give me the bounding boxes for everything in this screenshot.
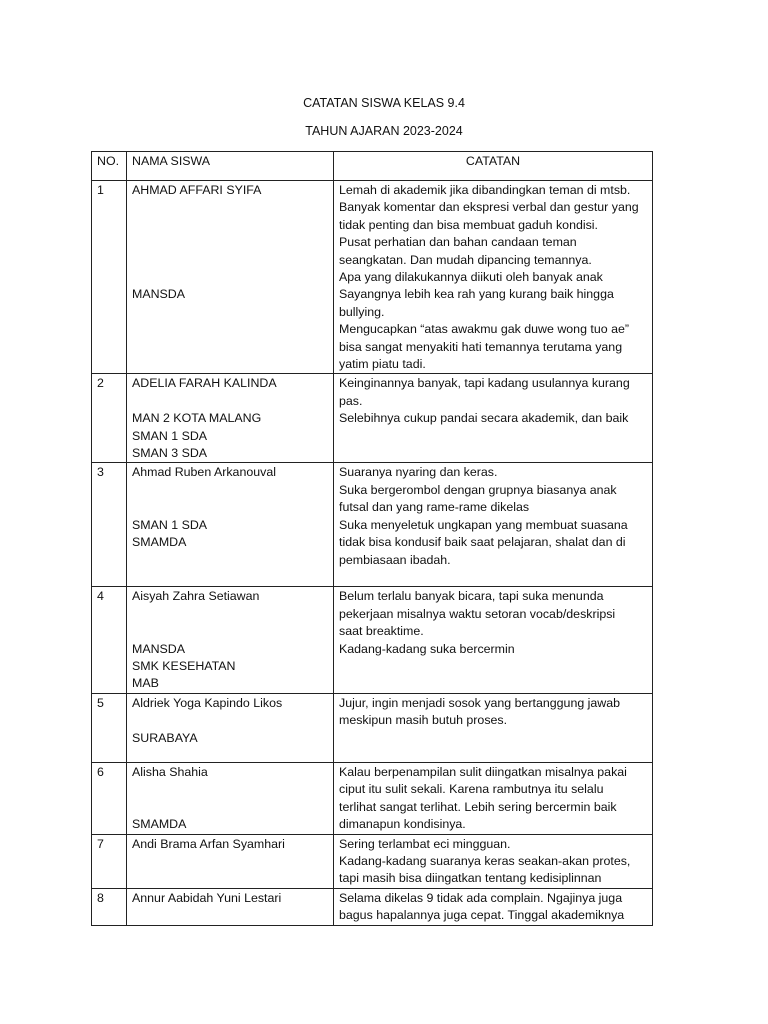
row-number: 4 bbox=[92, 587, 127, 693]
student-school: SMAN 3 SDA bbox=[132, 446, 208, 461]
student-cell bbox=[127, 693, 334, 762]
student-name: Andi Brama Arfan Syamhari bbox=[132, 836, 285, 851]
note-line: terlihat sangat terlihat. Lebih sering bercermin baik bbox=[339, 799, 617, 814]
note-line: seangkatan. Dan mudah dipancing temannya. bbox=[339, 252, 592, 267]
student-name: Ahmad Ruben Arkanouval bbox=[132, 465, 276, 480]
student-cell bbox=[127, 587, 334, 693]
student-name: Aisyah Zahra Setiawan bbox=[132, 589, 260, 604]
student-school: MANSDA bbox=[132, 641, 186, 656]
table-row bbox=[92, 374, 653, 463]
student-school: SMAMDA bbox=[132, 535, 187, 550]
note-line: bisa sangat menyakiti hati temannya terutama yang bbox=[339, 339, 623, 354]
notes-cell bbox=[334, 374, 653, 463]
student-school: MAN 2 KOTA MALANG bbox=[132, 411, 262, 426]
note-line: tapi masih bisa diingatkan tentang kedisiplinnan bbox=[339, 871, 602, 886]
note-line: tidak penting dan bisa membuat gaduh kondisi. bbox=[339, 217, 598, 232]
note-line: Jujur, ingin menjadi sosok yang bertanggung jawab bbox=[339, 695, 621, 710]
student-name: Annur Aabidah Yuni Lestari bbox=[132, 890, 282, 905]
table-row bbox=[92, 762, 653, 834]
student-school: MAB bbox=[132, 676, 159, 691]
note-line: Suka menyeletuk ungkapan yang membuat suasana bbox=[339, 517, 628, 532]
note-line: Sayangnya lebih kea rah yang kurang baik hingga bbox=[339, 287, 614, 302]
note-line: Belum terlalu banyak bicara, tapi suka menunda bbox=[339, 589, 604, 604]
student-cell bbox=[127, 834, 334, 888]
student-school: SMAN 1 SDA bbox=[132, 517, 208, 532]
note-line: Keinginannya banyak, tapi kadang usulannya kurang bbox=[339, 376, 630, 391]
document-title: CATATAN SISWA KELAS 9.4 bbox=[303, 96, 465, 110]
row-number: 2 bbox=[92, 374, 127, 463]
student-school: SMAN 1 SDA bbox=[132, 428, 208, 443]
note-line: pekerjaan misalnya waktu setoran vocab/deskripsi bbox=[339, 606, 616, 621]
note-line: Selama dikelas 9 tidak ada complain. Ngajinya juga bbox=[339, 890, 623, 905]
note-line: Lemah di akademik jika dibandingkan teman di mtsb. bbox=[339, 183, 631, 197]
table-row bbox=[92, 463, 653, 587]
note-line: Kadang-kadang suaranya keras seakan-akan protes, bbox=[339, 853, 631, 868]
note-line: Pusat perhatian dan bahan candaan teman bbox=[339, 235, 577, 250]
notes-cell bbox=[334, 888, 653, 925]
header-notes: CATATAN bbox=[334, 152, 653, 181]
table-header-row bbox=[92, 152, 653, 181]
table-row bbox=[92, 181, 653, 374]
table-row bbox=[92, 888, 653, 925]
table-row bbox=[92, 834, 653, 888]
note-line: Banyak komentar dan ekspresi verbal dan gestur yang bbox=[339, 200, 639, 215]
notes-cell bbox=[334, 762, 653, 834]
note-line: Selebihnya cukup pandai secara akademik, dan baik bbox=[339, 411, 629, 426]
note-line: Kadang-kadang suka bercermin bbox=[339, 641, 515, 656]
note-line: Suaranya nyaring dan keras. bbox=[339, 465, 498, 480]
notes-cell bbox=[334, 834, 653, 888]
notes-cell bbox=[334, 181, 653, 374]
student-notes-table bbox=[91, 151, 653, 926]
header-name: NAMA SISWA bbox=[127, 152, 334, 181]
student-name: AHMAD AFFARI SYIFA bbox=[132, 183, 262, 197]
notes-cell bbox=[334, 587, 653, 693]
note-line: Sering terlambat eci mingguan. bbox=[339, 836, 511, 851]
row-number: 7 bbox=[92, 834, 127, 888]
note-line: ciput itu sulit sekali. Karena rambutnya itu selalu bbox=[339, 782, 604, 797]
note-line: bullying. bbox=[339, 304, 385, 319]
table-row bbox=[92, 587, 653, 693]
note-line: Apa yang dilakukannya diikuti oleh banyak anak bbox=[339, 270, 603, 285]
student-school: MANSDA bbox=[132, 287, 186, 302]
note-line: pas. bbox=[339, 393, 363, 408]
student-name: Aldriek Yoga Kapindo Likos bbox=[132, 695, 283, 710]
note-line: Suka bergerombol dengan grupnya biasanya anak bbox=[339, 482, 617, 497]
student-cell bbox=[127, 374, 334, 463]
note-line: dimanapun kondisinya. bbox=[339, 817, 466, 832]
note-line: tidak bisa kondusif baik saat pelajaran, shalat dan di bbox=[339, 535, 626, 550]
document-subtitle: TAHUN AJARAN 2023-2024 bbox=[305, 124, 463, 138]
row-number: 8 bbox=[92, 888, 127, 925]
student-cell bbox=[127, 463, 334, 587]
note-line: yatim piatu tadi. bbox=[339, 357, 426, 372]
note-line: futsal dan yang rame-rame dikelas bbox=[339, 500, 530, 515]
notes-cell bbox=[334, 463, 653, 587]
note-line: saat breaktime. bbox=[339, 624, 424, 639]
table-row bbox=[92, 693, 653, 762]
student-school: SMAMDA bbox=[132, 817, 187, 832]
student-school: SMK KESEHATAN bbox=[132, 659, 236, 674]
row-number: 3 bbox=[92, 463, 127, 587]
note-line: bagus hapalannya juga cepat. Tinggal akademiknya bbox=[339, 908, 625, 923]
student-cell bbox=[127, 181, 334, 374]
row-number: 5 bbox=[92, 693, 127, 762]
note-line: pembiasaan ibadah. bbox=[339, 552, 451, 567]
student-cell bbox=[127, 888, 334, 925]
student-name: Alisha Shahia bbox=[132, 764, 208, 779]
row-number: 1 bbox=[92, 181, 127, 374]
notes-cell bbox=[334, 693, 653, 762]
student-school: SURABAYA bbox=[132, 730, 198, 745]
student-cell bbox=[127, 762, 334, 834]
note-line: Kalau berpenampilan sulit diingatkan misalnya pakai bbox=[339, 764, 627, 779]
row-number: 6 bbox=[92, 762, 127, 834]
note-line: meskipun masih butuh proses. bbox=[339, 713, 508, 728]
note-line: Mengucapkan “atas awakmu gak duwe wong tuo ae” bbox=[339, 322, 629, 337]
header-no: NO. bbox=[92, 152, 127, 181]
student-name: ADELIA FARAH KALINDA bbox=[132, 376, 277, 391]
